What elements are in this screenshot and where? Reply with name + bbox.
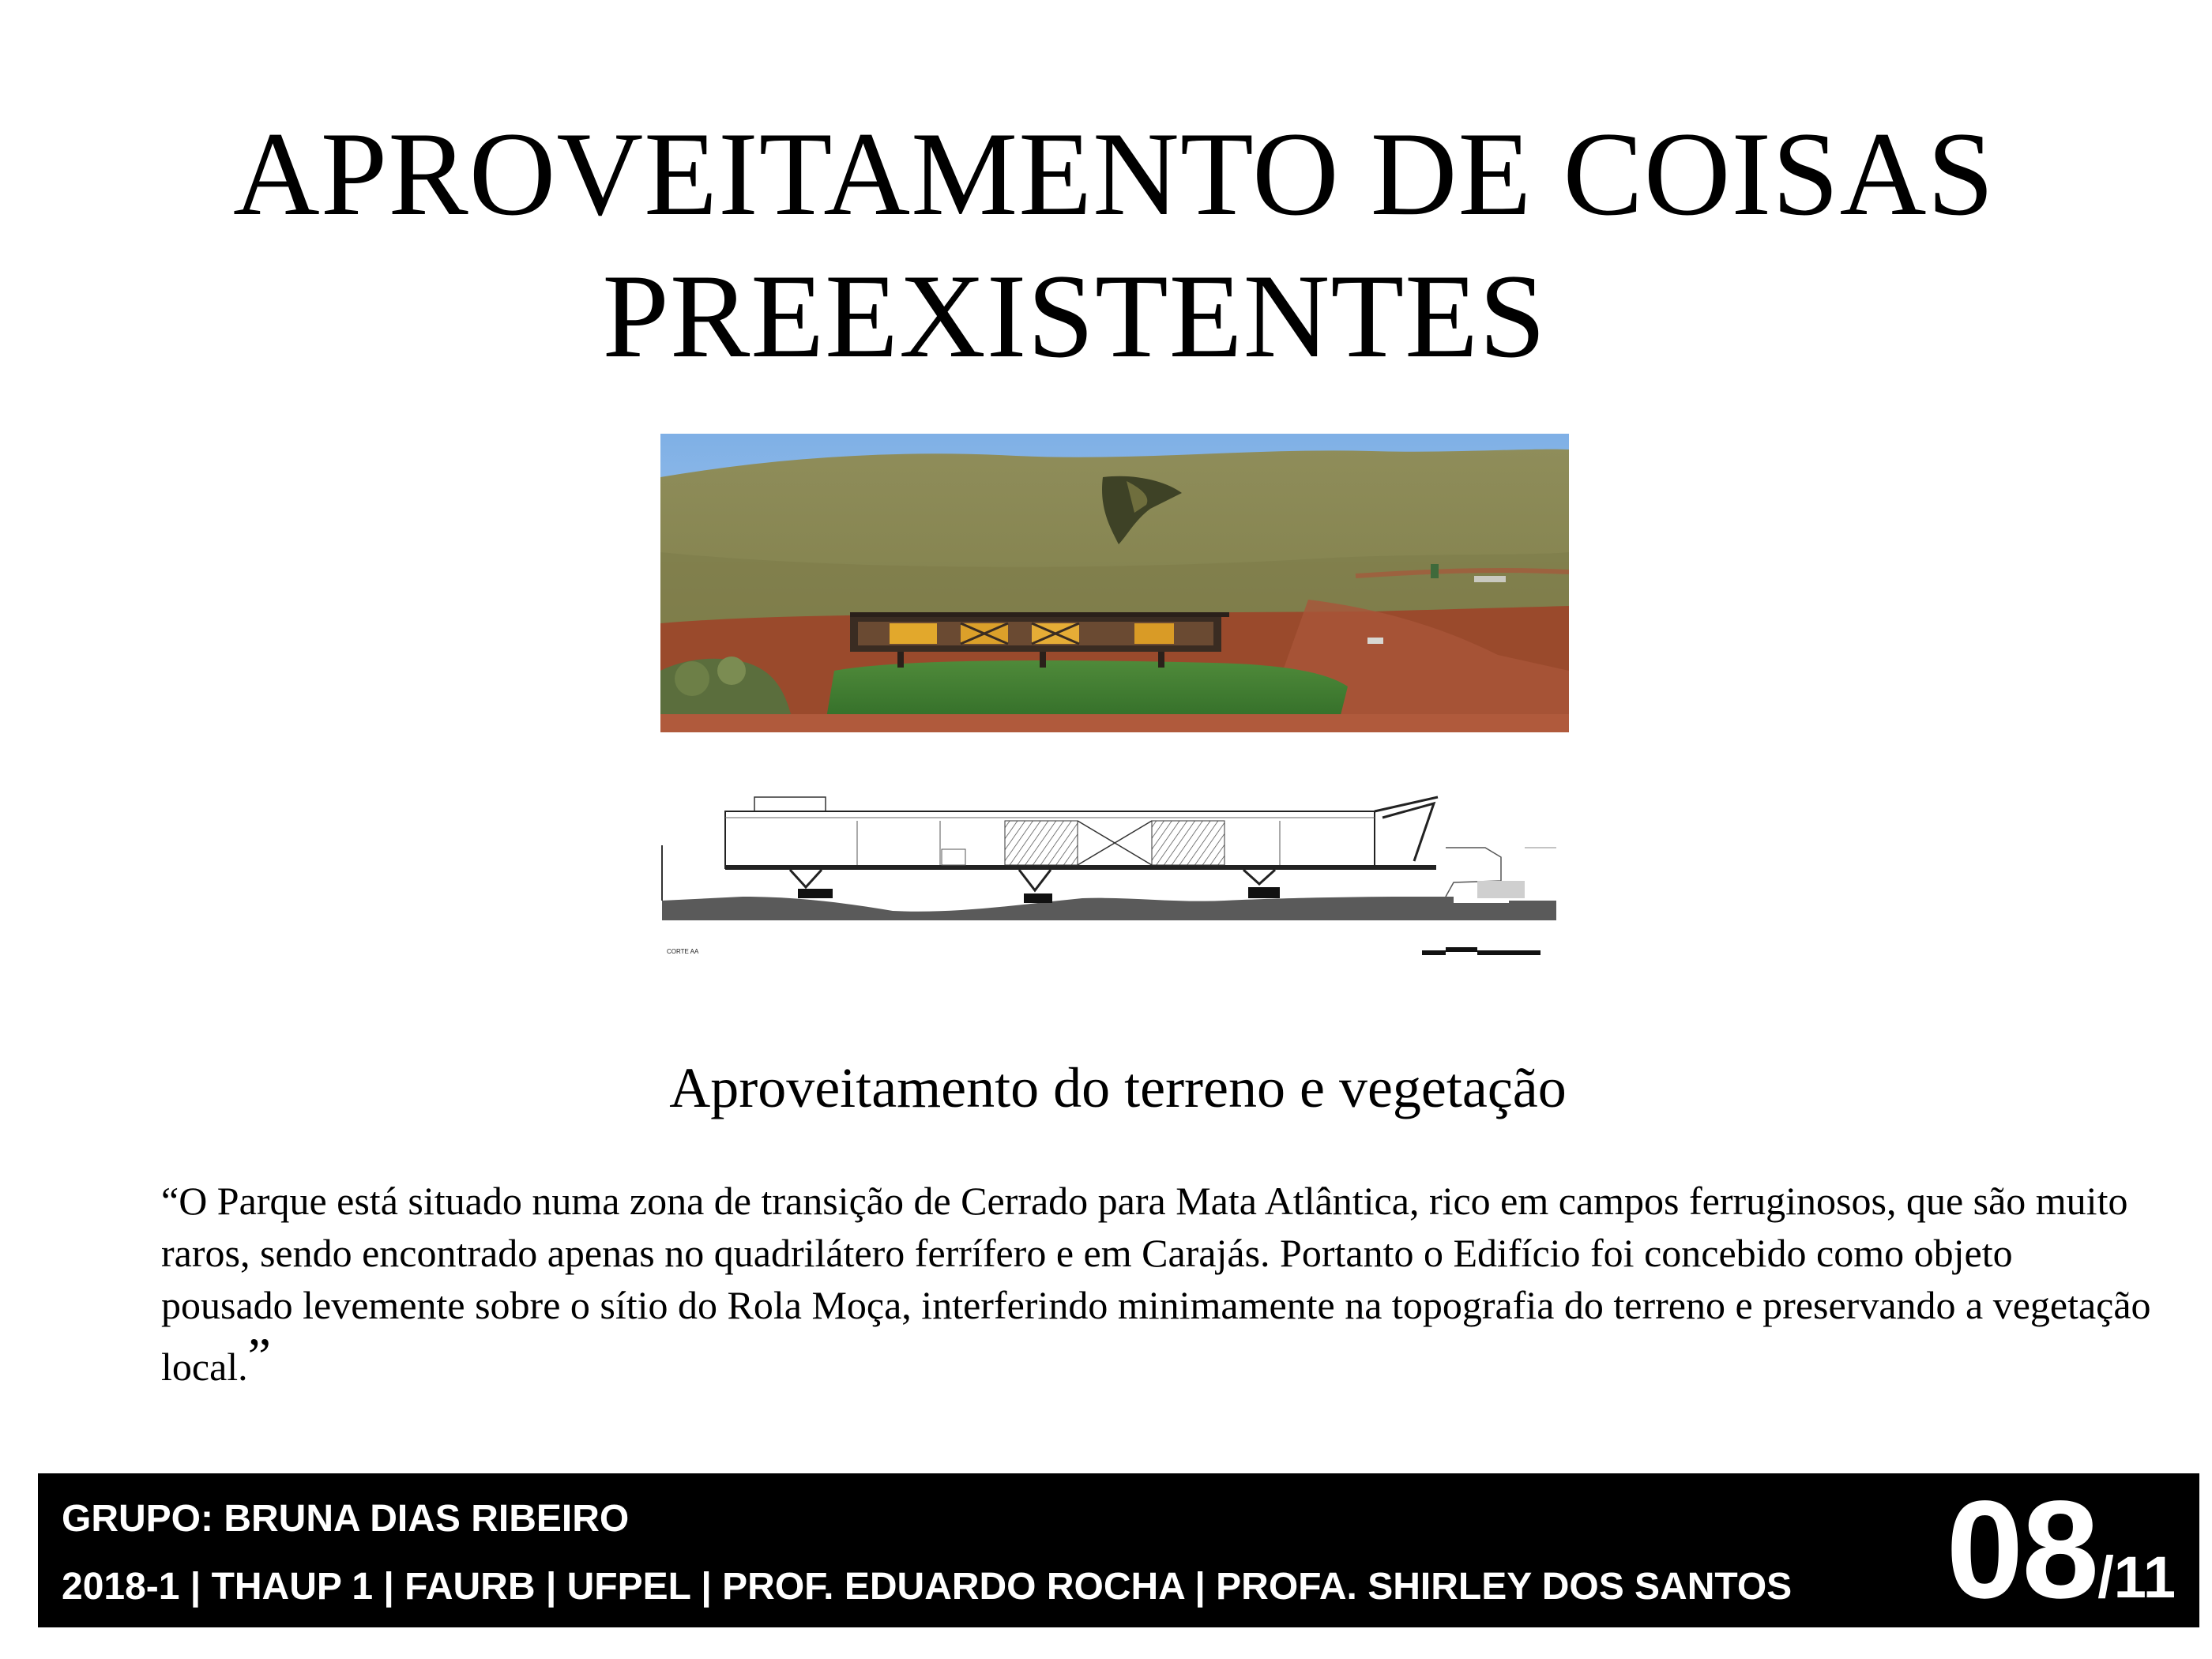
footer-group-name: GRUPO: BRUNA DIAS RIBEIRO bbox=[62, 1498, 630, 1540]
slide-title-line-1: APROVEITAMENTO DE COISAS bbox=[232, 107, 1995, 240]
slide-title bbox=[0, 103, 2212, 387]
quote-text: O Parque está situado numa zona de transição de Cerrado para Mata Atlântica, rico em campos ferruginosos, que são muito raros, sendo encontrado apenas no quadrilátero ferrífero e em Carajás. Portanto o Edifício foi concebido como objeto pousado levemente sobre o sítio do Rola Moça, interferindo minimamente na topografia do terreno e preservando a vegetação local. bbox=[161, 1179, 2151, 1389]
footer-bar bbox=[38, 1473, 2199, 1627]
slide-subtitle: Aproveitamento do terreno e vegetação bbox=[669, 1056, 1567, 1119]
footer-course-info: 2018-1 | THAUP 1 | FAURB | UFPEL | PROF. EDUARDO ROCHA | PROFA. SHIRLEY DOS SANTOS bbox=[62, 1566, 1793, 1608]
page-current: 08 bbox=[1946, 1473, 2098, 1627]
section-label: CORTE AA bbox=[667, 948, 699, 955]
building-landscape-photo bbox=[660, 434, 1569, 732]
page-number bbox=[1946, 1473, 2176, 1627]
quote-paragraph bbox=[161, 1175, 2152, 1393]
quote-close-mark: ” bbox=[247, 1328, 271, 1386]
slide-title-line-2: PREEXISTENTES bbox=[602, 250, 1547, 382]
architectural-section-drawing bbox=[656, 786, 1580, 968]
page-total: /11 bbox=[2097, 1544, 2176, 1610]
quote-open-mark: “ bbox=[161, 1179, 179, 1223]
